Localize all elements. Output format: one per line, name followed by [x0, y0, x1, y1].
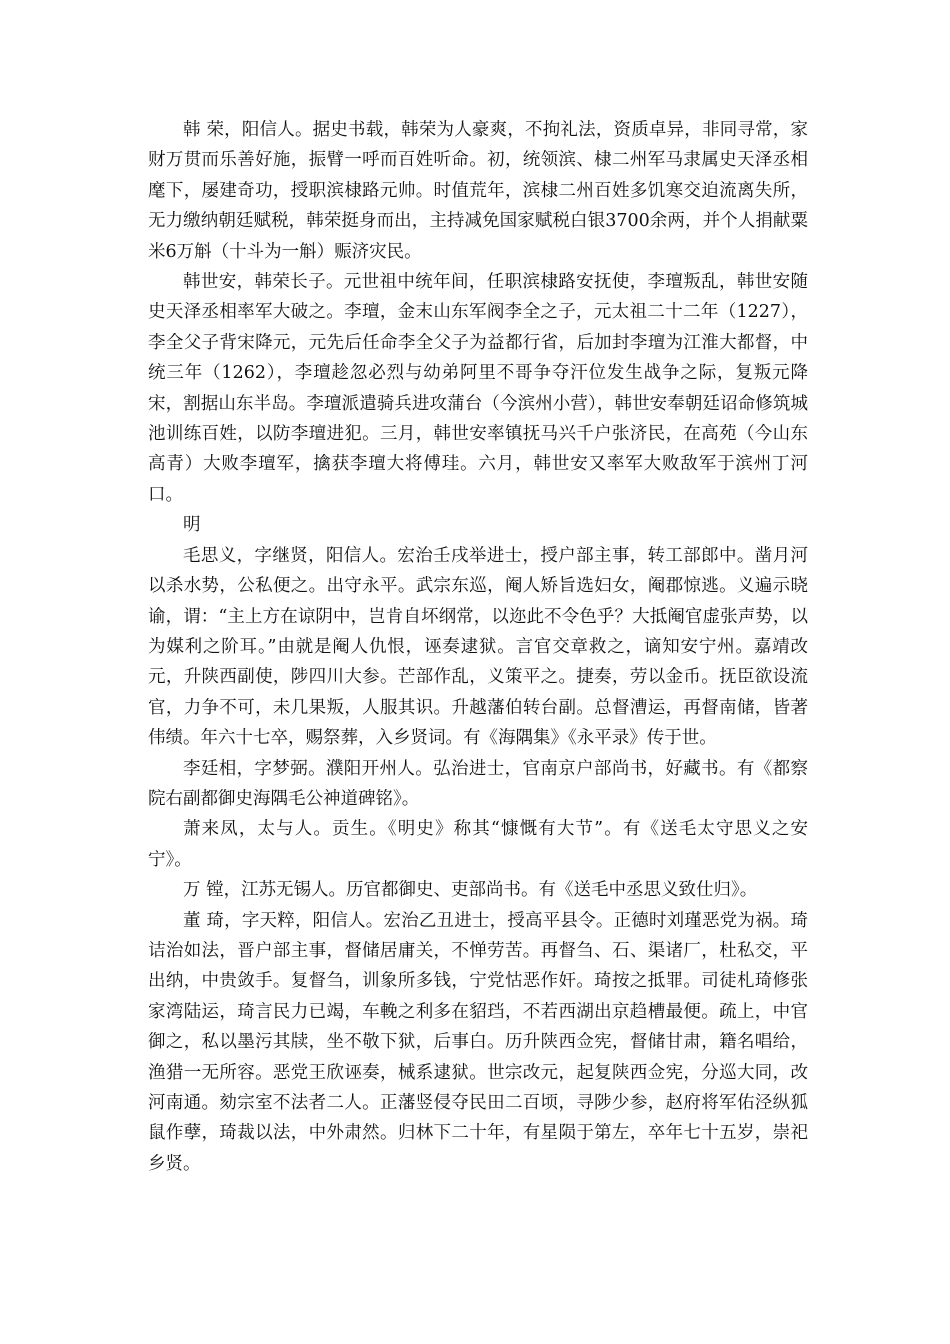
paragraph-wan-tang: 万 镗，江苏无锡人。历官都御史、吏部尚书。有《送毛中丞思义致仕归》。 [183, 880, 758, 901]
paragraph-han-shian: 韩世安，韩荣长子。元世祖中统年间，任职滨棣路安抚使，李璮叛乱，韩世安随史天泽丞相率军大破之。李璮，金末山东军阀李全之子，元太祖二十二年（1227），李全父子背宋降元，元先后任命李全父子为益都行省，后加封李璮为江淮大都督，中统三年（1262），李璮趁忽必烈与幼弟阿里不哥争夺汗位发生战争之际，复叛元降宋，割据山东半岛。李璮派遣骑兵进攻蒲台（今滨州小营），韩世安奉朝廷诏命修筑城池训练百姓，以防李璮进犯。三月，韩世安率镇抚马兴千户张济民，在高苑（今山东高青）大败李璮军，擒获李璮大将傅珪。六月，韩世安又率军大败敌军于滨州丁河口。 [148, 272, 808, 505]
paragraph-dong-qi: 董 琦，字天粹，阳信人。宏治乙丑进士，授高平县令。正德时刘瑾恶党为祸。琦诘治如法，晋户部主事，督储居庸关，不惮劳苦。再督刍、石、渠诸厂，杜私交，平出纳，中贵敛手。复督刍，训象所多钱，宁党怙恶作奸。琦按之抵罪。司徒札琦修张家湾陆运，琦言民力已竭，车輓之利多在貂珰，不若西湖出京趋槽最便。疏上，中官御之，私以墨污其牍，坐不敬下狱，后事白。历升陕西佥宪，督储甘肃，籍名唱给，渔猎一无所容。恶党王欣诬奏，械系逮狱。世宗改元，起复陕西佥宪，分巡大同，改河南通。劾宗室不法者二人。正藩竖侵夺民田二百顷，寻陟少参，赵府将军佑泾纵狐鼠作孽，琦裁以法，中外肃然。归林下二十年，有星陨于第左，卒年七十五岁，崇祀乡贤。 [148, 910, 808, 1174]
document-body [148, 115, 808, 1179]
paragraph-xiao-laifeng: 萧来凤，太与人。贡生。《明史》称其“慷慨有大节”。有《送毛太守思义之安宁》。 [148, 819, 808, 870]
paragraph-mao-siyi: 毛思义，字继贤，阳信人。宏治壬戌举进士，授户部主事，转工部郎中。凿月河以杀水势，公私便之。出守永平。武宗东巡，阉人矫旨选妇女，阉郡惊逃。义遍示晓谕，谓：“主上方在谅阴中，岂肯自坏纲常，以迩此不令色乎？大抵阉官虚张声势，以为媒利之阶耳。”由就是阉人仇恨，诬奏逮狱。言官交章救之，谪知安宁州。嘉靖改元，升陕西副使，陟四川大参。芒部作乱，义策平之。捷奏，劳以金币。抚臣欲设流官，力争不可，未几果叛，人服其识。升越藩伯转台副。总督漕运，再督南储，皆著伟绩。年六十七卒，赐祭葬，入乡贤词。有《海隅集》《永平录》传于世。 [148, 545, 808, 749]
paragraph-li-tingxiang: 李廷相，字梦弼。濮阳开州人。弘治进士，官南京户部尚书，好藏书。有《都察院右副都御史海隅毛公神道碑铭》。 [148, 758, 808, 809]
paragraph-han-rong: 韩 荣，阳信人。据史书载，韩荣为人豪爽，不拘礼法，资质卓异，非同寻常，家财万贯而乐善好施，振臂一呼而百姓听命。初，统领滨、棣二州军马隶属史天泽丞相麾下，屡建奇功，授职滨棣路元帅。时值荒年，滨棣二州百姓多饥寒交迫流离失所，无力缴纳朝廷赋税，韩荣挺身而出，主持减免国家赋税白银3700余两，并个人捐献粟米6万斛（十斗为一斛）赈济灾民。 [148, 120, 808, 262]
section-heading-ming: 明 [183, 515, 201, 536]
